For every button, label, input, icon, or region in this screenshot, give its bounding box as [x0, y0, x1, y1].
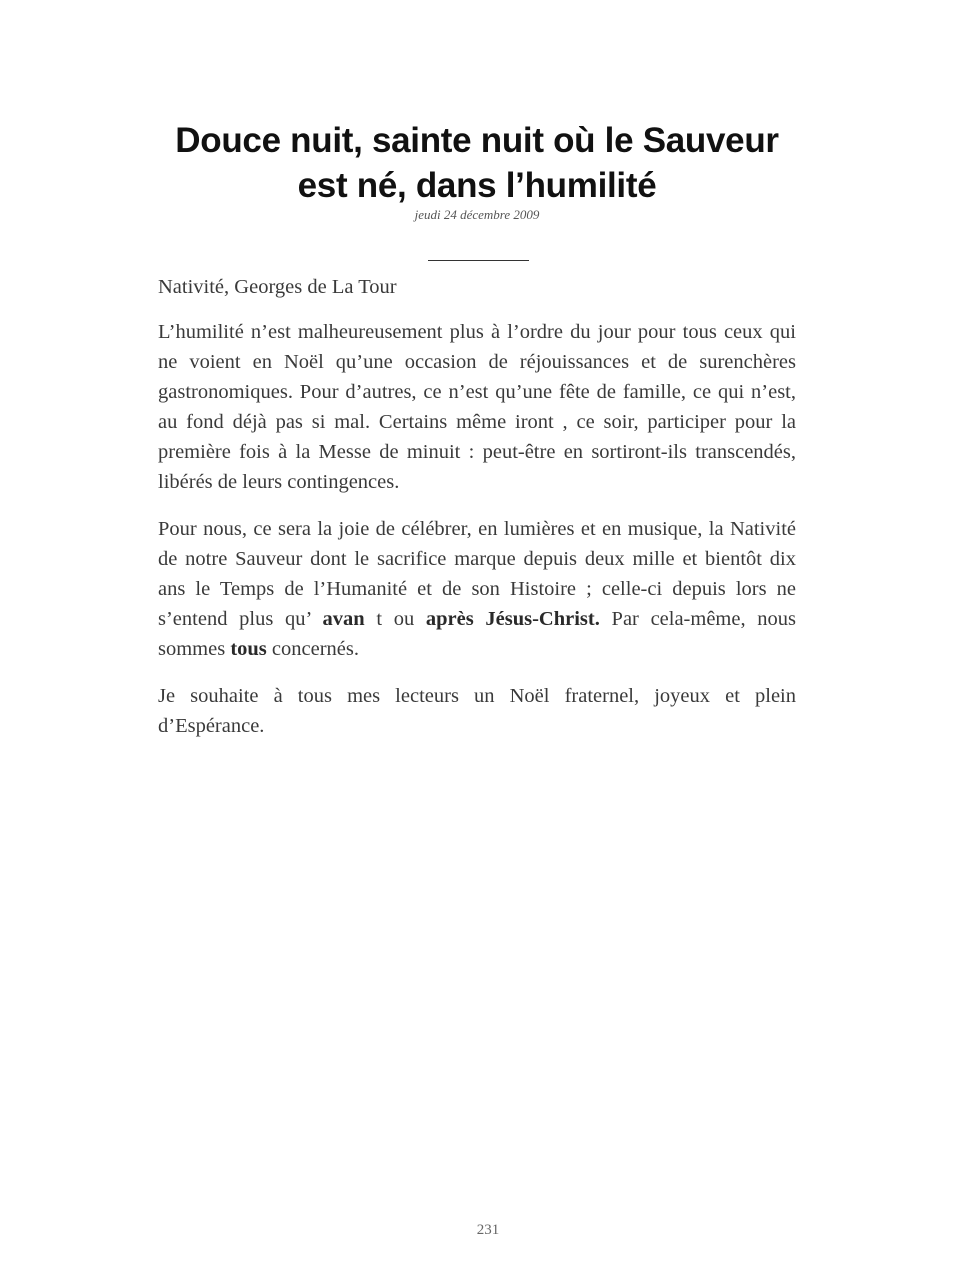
paragraph-1: L’humilité n’est malheureusement plus à l’ordre du jour pour tous ceux qui ne voient en Noël qu’une occasion de réjouissances et de surenchères gastronomiques. Pour d’autres, ce n’est qu’une fête de famille, ce qui n’est, au fond déjà pas si mal. Certains même iront , ce soir, participer pour la première fois à la Messe de minuit : peut-être en sortiront-ils transcendés, libérés de leurs contingences.: [158, 321, 796, 493]
article-body: [158, 272, 796, 758]
paragraph-2-bold-apres: après Jésus-Christ.: [425, 608, 600, 630]
paragraph-3: Je souhaite à tous mes lecteurs un Noël fraternel, joyeux et plein d’Espérance.: [158, 685, 796, 737]
paragraph-2-bold-tous: tous: [230, 638, 267, 660]
publication-date: jeudi 24 décembre 2009: [414, 207, 540, 222]
paragraph-2-text-2: t ou: [364, 608, 426, 630]
page-title-line-2: est né, dans l’humilité: [297, 166, 657, 205]
page-number: 231: [476, 1222, 500, 1238]
page-title-line-1: Douce nuit, sainte nuit où le Sauveur: [175, 121, 779, 160]
paragraph-2-bold-avant: avan: [322, 608, 365, 630]
image-caption: Nativité, Georges de La Tour: [158, 276, 397, 298]
paragraph-2-text-4: concernés.: [266, 638, 359, 660]
page-title: [150, 118, 804, 208]
paragraph-2: [158, 514, 796, 664]
paragraph-2-text-3: Par cela-même, nous sommes: [158, 608, 797, 660]
paragraph-2-text-1: Pour nous, ce sera la joie de célébrer, en lumières et en musique, la Nativité de notre Sauveur dont le sacrifice marque depuis deux mille et bientôt dix ans le Temps de l’Humanité et de son Histoire ; celle-ci depuis lors ne s’entend plus qu’: [158, 518, 796, 630]
title-divider: [428, 260, 529, 261]
